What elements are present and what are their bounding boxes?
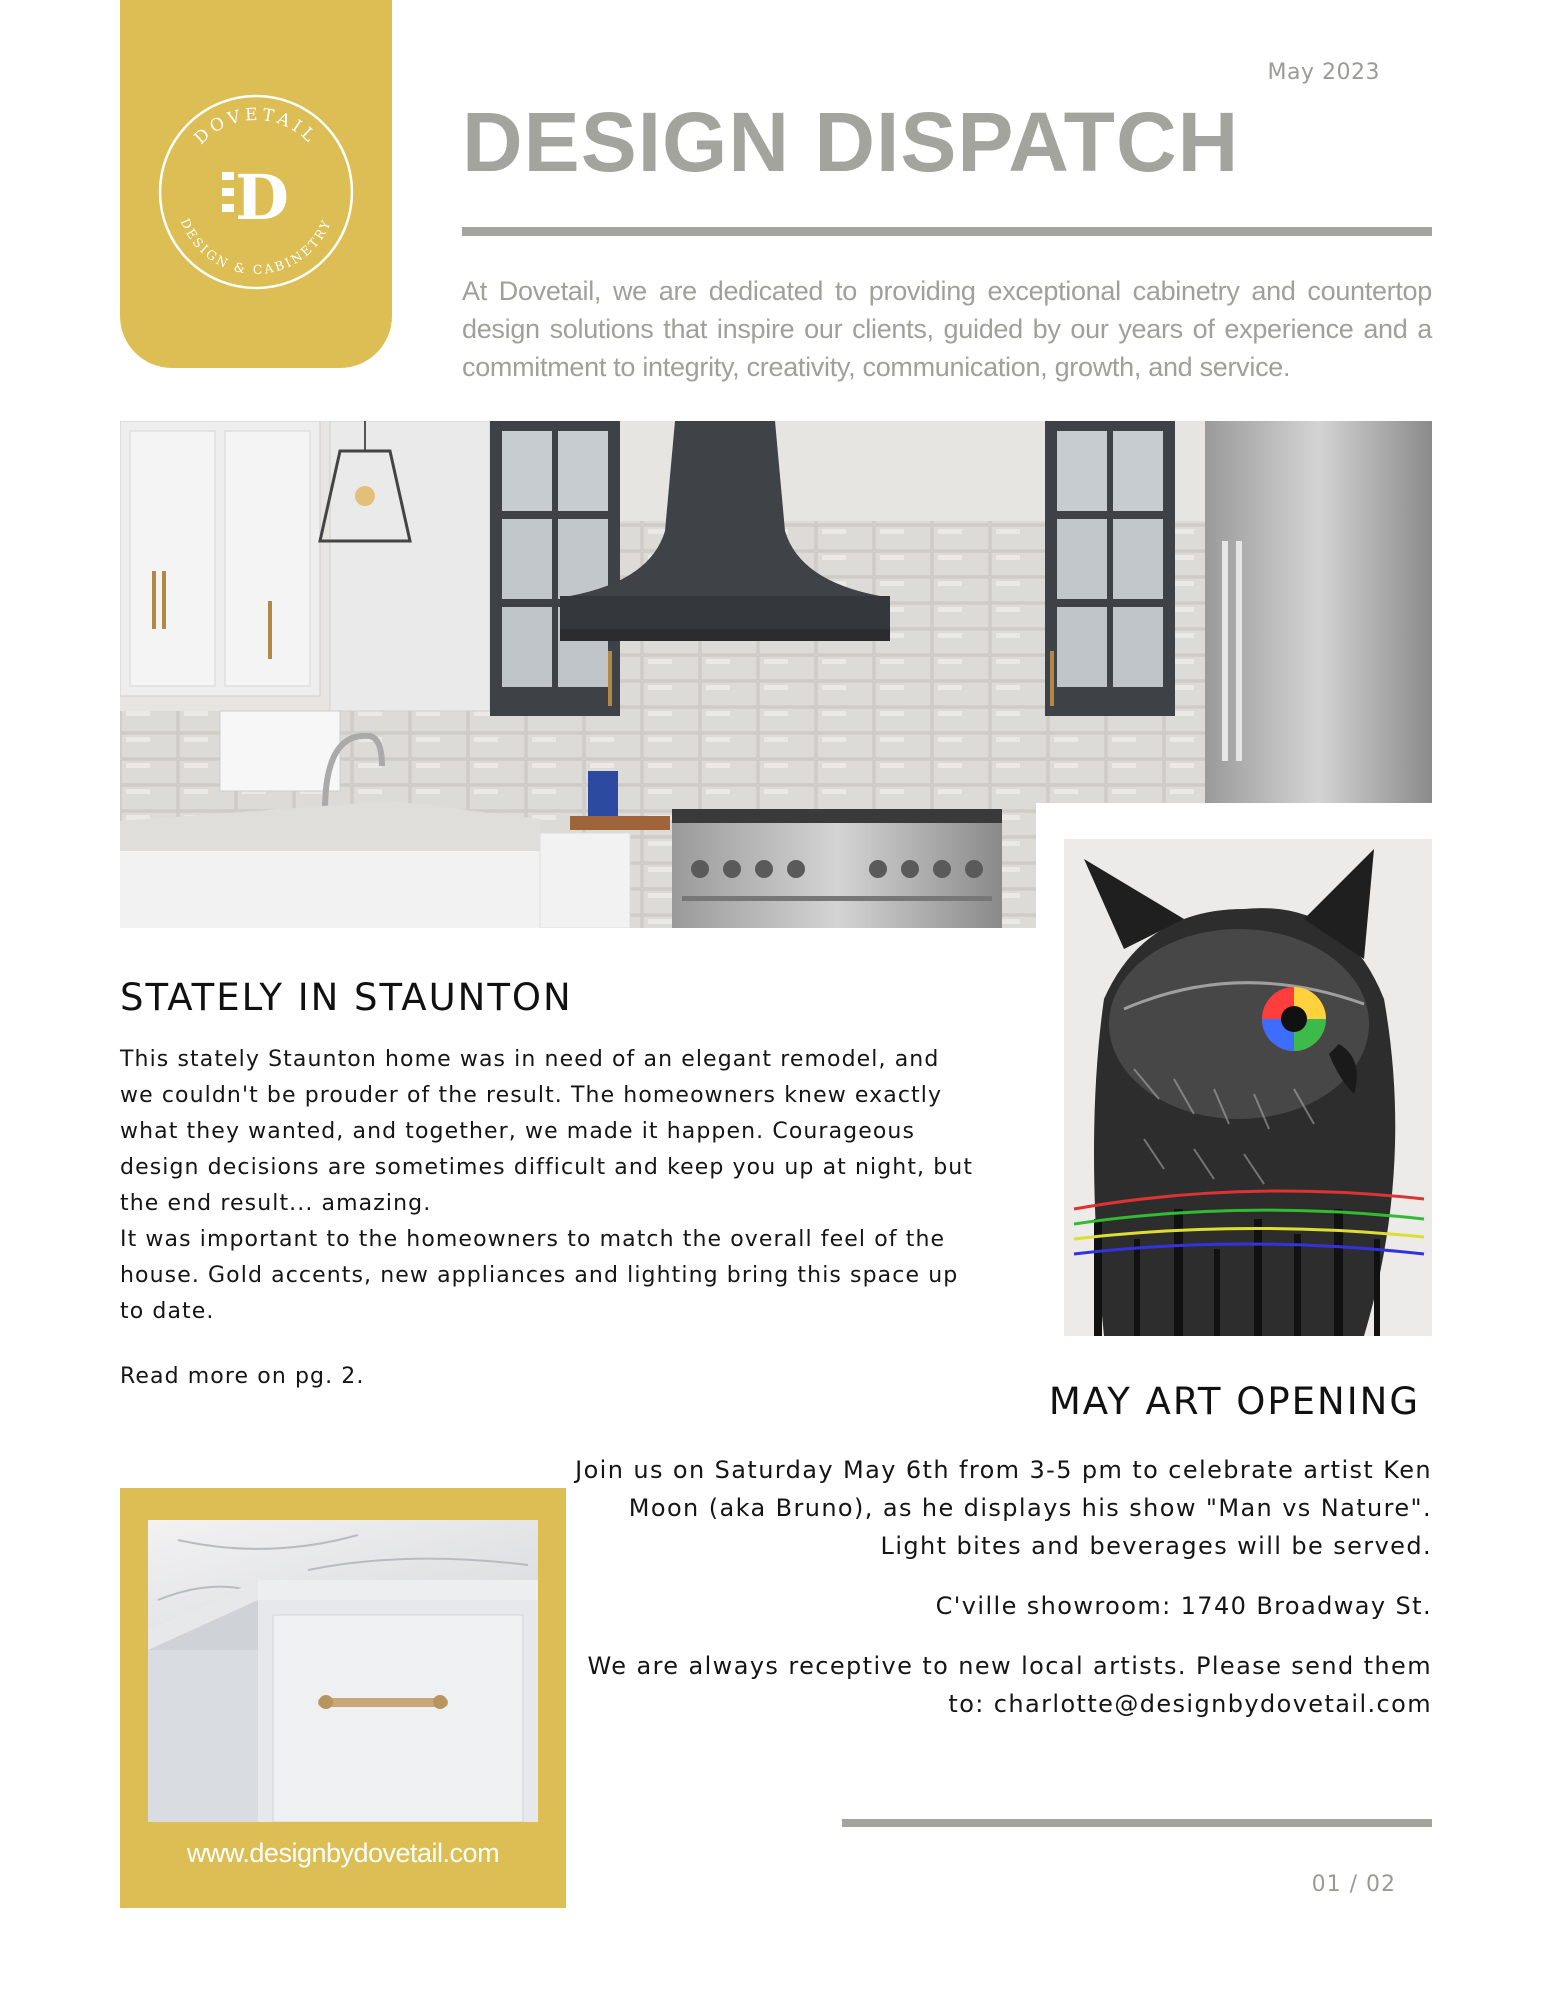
art-opening-heading: MAY ART OPENING [1048,1380,1420,1423]
art-refreshments-text: Light bites and beverages will be served. [880,1532,1432,1560]
art-opening-article [560,1451,1432,1745]
title-divider [462,227,1432,236]
stately-heading: STATELY IN STAUNTON [120,976,573,1019]
logo-monogram: D [235,161,289,234]
footer-divider [842,1819,1432,1827]
owl-painting [1064,839,1432,1336]
page-number: 01 / 02 [1311,1872,1396,1897]
stately-paragraph-1: This stately Staunton home was in need of an elegant remodel, and we couldn't be prouder of the result. The homeowners knew exactly what they wanted, and together, we made it happen. Courageous design decisions are sometimes difficult and keep you up at night, but the end result... amazing. [120,1047,974,1216]
issue-date: May 2023 [1267,60,1380,85]
logo-top-text: DOVETAIL [190,104,322,149]
stately-paragraph-2: It was important to the homeowners to match the overall feel of the house. Gold accents, new appliances and lighting bring this space up to date. [120,1227,959,1324]
logo-block [120,0,392,368]
logo-bottom-text: DESIGN & CABINETRY [177,216,335,278]
artist-submission-note: We are always receptive to new local artists. Please send them to: charlotte@designbydovetail.com [587,1652,1432,1718]
dovetail-logo [156,92,356,292]
showroom-address: C'ville showroom: 1740 Broadway St. [935,1592,1432,1620]
page-title: DESIGN DISPATCH [462,95,1240,189]
mission-statement: At Dovetail, we are dedicated to providing exceptional cabinetry and countertop design solutions that inspire our clients, guided by our years of experience and a commitment to integrity, creativity, communication, growth, and service. [462,276,1432,382]
stately-article [120,1042,980,1330]
svg-text:DOVETAIL [191,105,322,149]
art-invite-text: Join us on Saturday May 6th from 3-5 pm to celebrate artist Ken Moon (aka Bruno), as he displays his show "Man vs Nature". [575,1456,1432,1522]
read-more-link: Read more on pg. 2. [120,1364,365,1389]
countertop-photo [148,1520,538,1822]
website-link[interactable]: www.designbydovetail.com [186,1838,500,1868]
logo-dovetail-notches-icon [222,172,234,212]
